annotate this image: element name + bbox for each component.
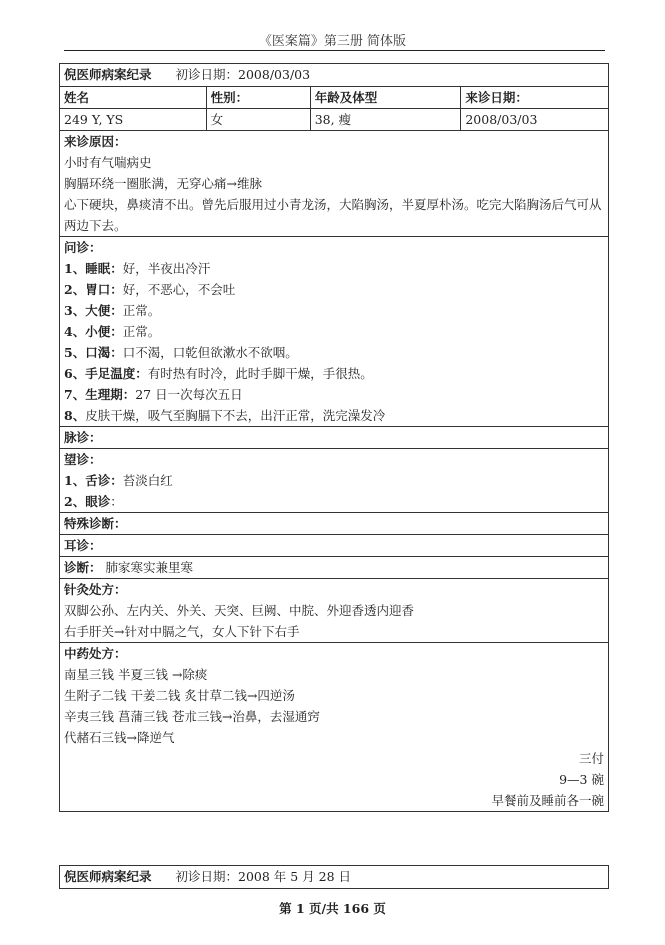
inquiry-key: 7、生理期：	[64, 387, 136, 402]
inquiry-item	[64, 279, 604, 300]
dose-line: 9—3 碗	[559, 772, 604, 787]
inquiry-value: 好，不恶心，不会吐	[122, 282, 236, 297]
inquiry-item	[64, 258, 604, 279]
record-title: 倪医师病案纪录	[64, 67, 152, 82]
special-diagnosis-section: 特殊诊断：	[60, 513, 608, 535]
inquiry-item	[64, 300, 604, 321]
inquiry-item	[64, 321, 604, 342]
visit-date-header: 来诊日期：	[465, 90, 528, 105]
reason-section	[60, 131, 608, 237]
page-header: 《医案篇》第三册 简体版	[258, 34, 407, 49]
header-divider	[64, 50, 605, 51]
visit-date-value: 2008/03/03	[465, 112, 538, 127]
sex-value: 女	[207, 109, 311, 130]
first-visit-date: 初诊日期：2008 年 5 月 28 日	[175, 869, 352, 884]
look-key: 1、舌诊：	[64, 473, 123, 488]
reason-line: 小时有气喘病史	[64, 155, 152, 170]
dose-line: 早餐前及睡前各一碗	[491, 793, 604, 808]
page-number: 第 1 页/共 166 页	[279, 901, 386, 916]
acupuncture-line: 右手肝关→针对中膈之气，女人下针下右手	[64, 624, 300, 639]
look-label: 望诊：	[64, 452, 102, 467]
first-visit-date: 初诊日期：2008/03/03	[175, 67, 311, 82]
herb-line: 南星三钱 半夏三钱 →除痰	[64, 667, 208, 682]
inquiry-key: 6、手足温度：	[64, 366, 148, 381]
inquiry-value: 27 日一次每次五日	[135, 387, 243, 402]
inquiry-item	[64, 342, 604, 363]
inquiry-key: 3、大便：	[64, 303, 123, 318]
look-item	[64, 491, 604, 512]
herb-section	[60, 643, 608, 811]
pulse-section: 脉诊：	[60, 427, 608, 449]
look-section	[60, 449, 608, 513]
inquiry-value: 皮肤干燥，吸气至胸膈下不去，出汗正常，洗完澡发冷	[85, 408, 386, 423]
herb-line: 辛夷三钱 菖蒲三钱 苍朮三钱→治鼻，去湿通窍	[64, 709, 320, 724]
look-item	[64, 470, 604, 491]
case-record-next	[59, 865, 609, 889]
case-record	[59, 63, 609, 812]
inquiry-value: 好，半夜出冷汗	[122, 261, 211, 276]
inquiry-value: 正常。	[122, 303, 161, 318]
inquiry-key: 5、口渴：	[64, 345, 123, 360]
herb-label: 中药处方：	[64, 646, 127, 661]
inquiry-item	[64, 405, 604, 426]
record-title-row	[60, 866, 608, 888]
inquiry-key: 2、胃口：	[64, 282, 123, 297]
reason-line: 心下硬块，鼻痰清不出。曾先后服用过小青龙汤，大陷胸汤，半夏厚朴汤。吃完大陷胸汤后气可从两边下去。	[64, 197, 602, 233]
look-value: ：	[110, 494, 123, 509]
inquiry-value: 有时热有时冷，此时手脚干燥，手很热。	[147, 366, 373, 381]
acupuncture-line: 双脚公孙、左内关、外关、天突、巨阙、中脘、外迎香透内迎香	[64, 603, 415, 618]
record-title-row	[60, 64, 608, 87]
diagnosis-value: 肺家寒实兼里寒	[105, 560, 194, 575]
inquiry-value: 口不渴，口乾但欲漱水不欲咽。	[122, 345, 298, 360]
inquiry-key: 1、睡眠：	[64, 261, 123, 276]
inquiry-key: 4、小便：	[64, 324, 123, 339]
inquiry-key: 8、	[64, 408, 86, 423]
herb-line: 代赭石三钱→降逆气	[64, 730, 175, 745]
inquiry-label: 问诊：	[64, 240, 102, 255]
reason-line: 胸膈环绕一圈胀满，无穿心痛→维脉	[64, 176, 262, 191]
acupuncture-section	[60, 579, 608, 643]
dose-line: 三付	[578, 751, 604, 766]
age-header: 年龄及体型	[311, 87, 462, 108]
name-header: 姓名	[60, 87, 207, 108]
inquiry-value: 正常。	[122, 324, 161, 339]
diagnosis-label: 诊断：	[64, 560, 102, 575]
look-value: 苔淡白红	[122, 473, 173, 488]
name-value: 249 Y, YS	[60, 109, 207, 130]
age-value: 38, 瘦	[311, 109, 462, 130]
inquiry-item	[64, 363, 604, 384]
reason-label: 来诊原因：	[64, 134, 127, 149]
inquiry-item	[64, 384, 604, 405]
look-key: 2、眼诊	[64, 494, 111, 509]
inquiry-section	[60, 237, 608, 427]
diagnosis-section	[60, 557, 608, 579]
herb-line: 生附子二钱 干姜二钱 炙甘草二钱→四逆汤	[64, 688, 295, 703]
record-title: 倪医师病案纪录	[64, 869, 152, 884]
patient-value-row	[60, 109, 608, 131]
sex-header: 性别：	[207, 87, 311, 108]
patient-header-row	[60, 87, 608, 109]
acupuncture-label: 针灸处方：	[64, 582, 127, 597]
ear-diagnosis-section: 耳诊：	[60, 535, 608, 557]
